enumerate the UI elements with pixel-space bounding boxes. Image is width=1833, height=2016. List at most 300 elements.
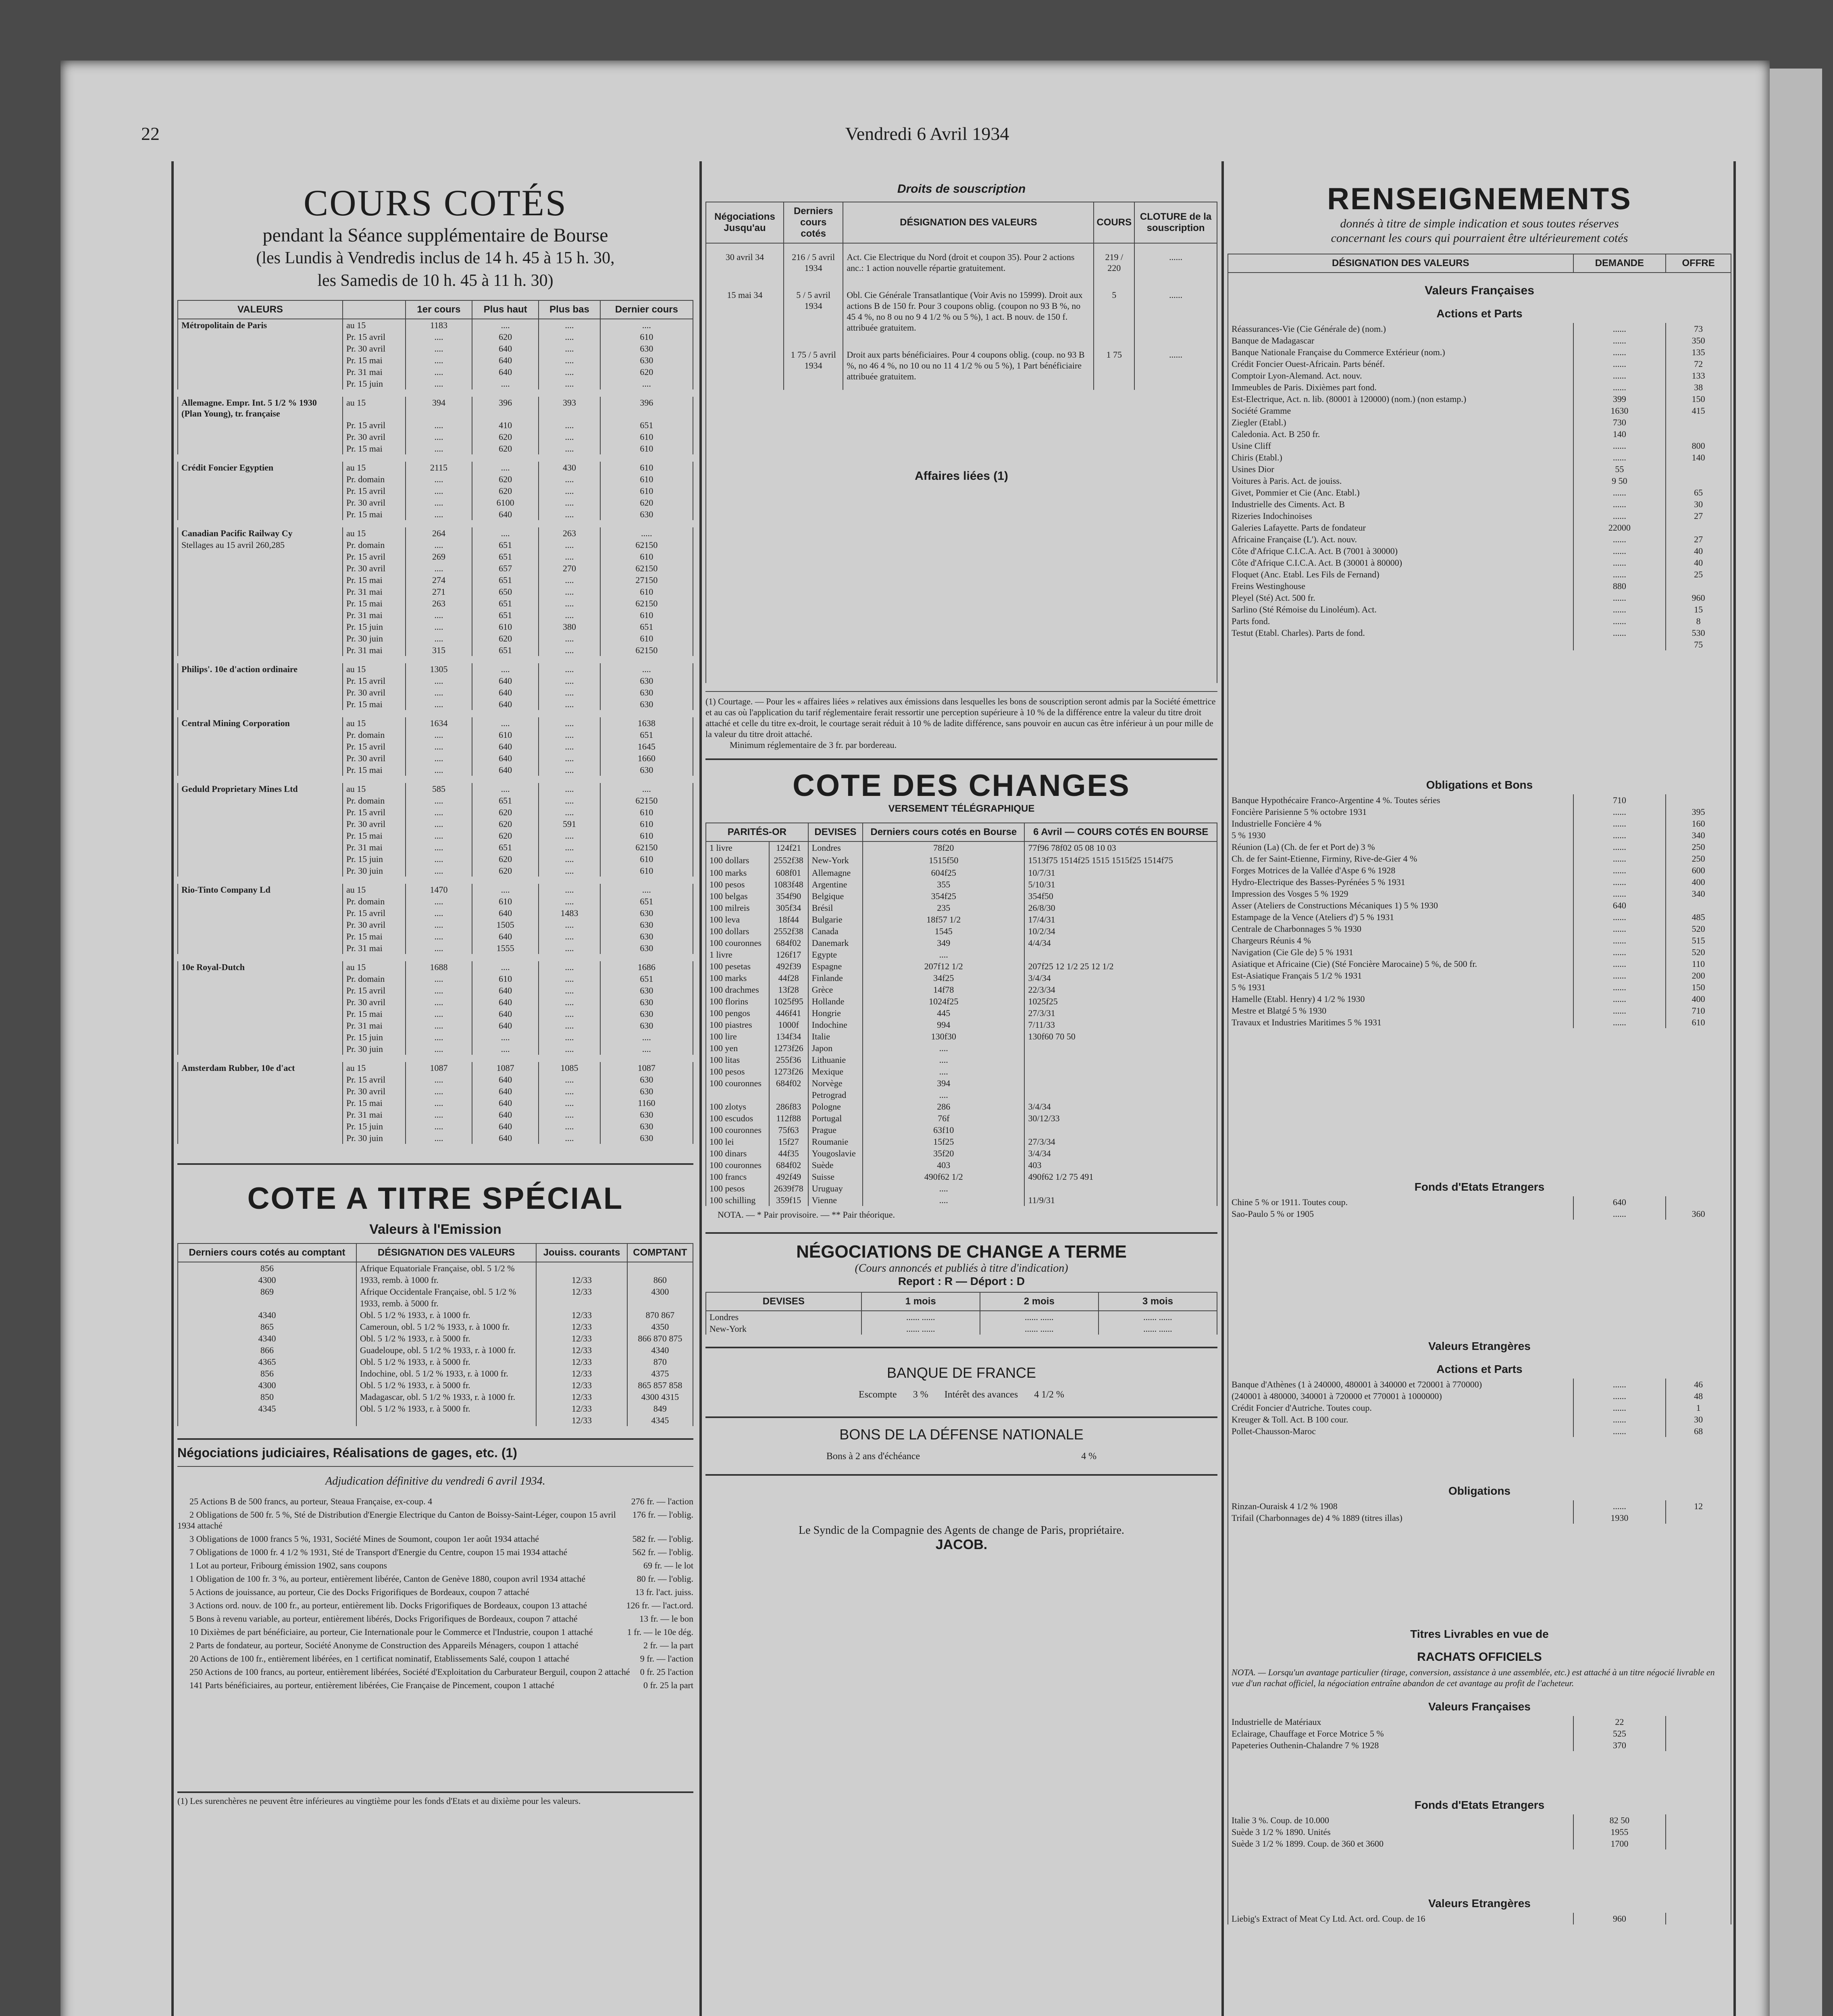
cell: .... xyxy=(539,841,600,853)
cell: Pr. 15 juin xyxy=(343,853,406,865)
cours-cotes-header: Dernier cours xyxy=(600,300,693,319)
cell: 219 / 220 xyxy=(1094,243,1134,281)
cell xyxy=(1024,949,1217,960)
item-price: 0 fr. 25 la part xyxy=(643,1680,693,1690)
cell: Réassurances-Vie (Cie Générale de) (nom.) xyxy=(1228,323,1573,335)
table-row xyxy=(706,937,1217,949)
cell: .... xyxy=(539,633,600,644)
table-row xyxy=(1228,346,1731,358)
cell: 4340 xyxy=(178,1309,356,1321)
cell: Côte d'Afrique C.I.C.A. Act. B (30001 à 80000) xyxy=(1228,557,1573,569)
cell: Sarlino (Sté Rémoise du Linoléum). Act. xyxy=(1228,604,1573,615)
rachats-nota: NOTA. — Lorsqu'un avantage particulier (tirage, conversion, assistance à une assemblée, etc.) est attaché à un titre négocié livrable en vue d'un rachat officiel, la négociation entraîne abandon de cet avantage au profit de l'acheteur. xyxy=(1228,1666,1731,1689)
cell: .... xyxy=(406,473,472,485)
cell xyxy=(1666,1826,1731,1838)
cell: Ziegler (Etabl.) xyxy=(1228,417,1573,428)
cell: Chiris (Etabl.) xyxy=(1228,452,1573,463)
cell: au 15 xyxy=(343,958,406,973)
bons-text: Bons à 2 ans d'échéance xyxy=(826,1451,920,1462)
valeur-name xyxy=(178,973,343,985)
column-rule-2 xyxy=(1221,161,1224,2016)
cell: ...... xyxy=(1573,358,1666,370)
section-row xyxy=(1228,273,1731,300)
table-row xyxy=(1228,323,1731,335)
cell: Indochine xyxy=(808,1019,863,1031)
cell: ...... xyxy=(1573,806,1666,818)
table-row xyxy=(706,960,1217,972)
cell: 44f35 xyxy=(769,1148,808,1159)
cell: 630 xyxy=(600,698,693,714)
cell: Pr. 30 avril xyxy=(343,687,406,698)
cell: .... xyxy=(406,431,472,443)
cell: 446f41 xyxy=(769,1007,808,1019)
cell: 370 xyxy=(1573,1739,1666,1751)
cell: 27/3/34 xyxy=(1024,1136,1217,1148)
cell: 651 xyxy=(472,795,539,806)
table-row xyxy=(178,562,693,574)
table-row xyxy=(178,896,693,907)
table-row xyxy=(178,1403,693,1414)
cell: 1273f26 xyxy=(769,1066,808,1077)
cell: 610 xyxy=(600,331,693,343)
cell: .... xyxy=(539,973,600,985)
cell: Pr. 15 avril xyxy=(343,551,406,562)
cell: Pr. 15 mai xyxy=(343,598,406,609)
cell: 7/11/33 xyxy=(1024,1019,1217,1031)
table-row xyxy=(178,660,693,675)
cell xyxy=(1666,794,1731,806)
cell: 100 pesos xyxy=(706,1066,769,1077)
terme-header: 2 mois xyxy=(980,1292,1099,1311)
cell: 630 xyxy=(600,1120,693,1132)
cell: au 15 xyxy=(343,714,406,729)
cell: 684f02 xyxy=(769,937,808,949)
cell: 130f30 xyxy=(863,1031,1024,1042)
cell: 403 xyxy=(863,1159,1024,1171)
cell: Hollande xyxy=(808,996,863,1007)
cell: .... xyxy=(472,779,539,795)
cell: 4345 xyxy=(627,1414,693,1426)
cell: Pleyel (Sté) Act. 500 fr. xyxy=(1228,592,1573,604)
valeur-name: Philips'. 10e d'action ordinaire xyxy=(178,660,343,675)
list-item xyxy=(177,1613,693,1624)
cell: 525 xyxy=(1573,1728,1666,1739)
cell: 1630 xyxy=(1573,405,1666,417)
table-row xyxy=(178,1058,693,1074)
cell: ...... xyxy=(1573,958,1666,970)
cell: 1 xyxy=(1666,1402,1731,1414)
cell: Prague xyxy=(808,1124,863,1136)
section-row xyxy=(1228,1751,1731,1814)
cell: .... xyxy=(539,598,600,609)
list-item xyxy=(177,1600,693,1611)
cell: 62150 xyxy=(600,539,693,551)
cell xyxy=(1024,1042,1217,1054)
cell: 100 schilling xyxy=(706,1194,769,1206)
droits-title: Droits de souscription xyxy=(897,182,1026,196)
list-item xyxy=(177,1640,693,1651)
table-row xyxy=(178,853,693,865)
cell xyxy=(1666,1739,1731,1751)
cell: Pr. 15 mai xyxy=(343,574,406,586)
table-row xyxy=(178,1008,693,1020)
cell: ...... xyxy=(1573,1425,1666,1437)
cell: .... xyxy=(863,1089,1024,1101)
cell: 485 xyxy=(1666,911,1731,923)
cell: Pr. domain xyxy=(343,539,406,551)
cell: 490f62 1/2 xyxy=(863,1171,1024,1183)
cell: 630 xyxy=(600,942,693,958)
cell: 75 xyxy=(1666,639,1731,650)
bons-title: BONS DE LA DÉFENSE NATIONALE xyxy=(839,1426,1084,1443)
column-droits-changes xyxy=(705,161,1217,1553)
cell: 849 xyxy=(627,1403,693,1414)
cell: 630 xyxy=(600,1109,693,1120)
table-row xyxy=(178,1274,693,1286)
table-row xyxy=(178,419,693,431)
cell: Pr. 31 mai xyxy=(343,366,406,378)
cell: .... xyxy=(406,729,472,741)
cell: 10/2/34 xyxy=(1024,925,1217,937)
cell: 620 xyxy=(472,853,539,865)
cell: 1700 xyxy=(1573,1838,1666,1849)
table-row xyxy=(1228,487,1731,498)
cell: ...... xyxy=(1573,818,1666,829)
cell: 12/33 xyxy=(536,1414,627,1426)
cell: 1688 xyxy=(406,958,472,973)
table-row xyxy=(1228,1196,1731,1208)
item-price: 582 fr. — l'oblig. xyxy=(632,1534,693,1544)
cell: .... xyxy=(406,331,472,343)
cell: Pr. 15 juin xyxy=(343,1031,406,1043)
cell: 520 xyxy=(1666,946,1731,958)
table-row xyxy=(706,341,1217,390)
cell: 430 xyxy=(539,458,600,473)
cell: 100 francs xyxy=(706,1171,769,1183)
cell: 630 xyxy=(600,1132,693,1148)
item-desc: 5 Actions de jouissance, au porteur, Cie des Docks Frigorifiques de Bordeaux, coupon 7 attaché xyxy=(189,1587,529,1597)
cell: .... xyxy=(406,539,472,551)
cell: Canada xyxy=(808,925,863,937)
table-row xyxy=(706,996,1217,1007)
cell: 1 livre xyxy=(706,841,769,854)
cell: 620 xyxy=(600,366,693,378)
cell: ...... xyxy=(1573,346,1666,358)
terme-header: 1 mois xyxy=(861,1292,980,1311)
valeur-name: Rio-Tinto Company Ld xyxy=(178,880,343,896)
cell: .... xyxy=(539,1132,600,1148)
cote-speciale-sub: Valeurs à l'Emission xyxy=(369,1222,501,1237)
cell: 870 xyxy=(627,1356,693,1368)
cell: Pr. 15 avril xyxy=(343,485,406,497)
cell: 48 xyxy=(1666,1390,1731,1402)
cell: 1513f75 1514f25 1515 1515f25 1514f75 xyxy=(1024,854,1217,866)
table-row xyxy=(178,1097,693,1109)
cell: 640 xyxy=(472,698,539,714)
valeur-name xyxy=(178,1031,343,1043)
cell: 12/33 xyxy=(536,1391,627,1403)
cell: ...... xyxy=(1573,946,1666,958)
cell: ...... xyxy=(1573,569,1666,580)
valeur-name xyxy=(178,795,343,806)
cell: 73 xyxy=(1666,323,1731,335)
cell: 869 xyxy=(178,1286,356,1297)
cell: 100 dollars xyxy=(706,925,769,937)
valeur-name xyxy=(178,562,343,574)
table-row xyxy=(178,729,693,741)
valeur-name: Central Mining Corporation xyxy=(178,714,343,729)
cell xyxy=(1666,1716,1731,1728)
valeur-name xyxy=(178,485,343,497)
cell: Suède 3 1/2 % 1890. Unités xyxy=(1228,1826,1573,1838)
cell: 640 xyxy=(472,354,539,366)
cell: Obl. 5 1/2 % 1933, r. à 5000 fr. xyxy=(356,1379,536,1391)
cell: Pr. 30 juin xyxy=(343,1132,406,1148)
cell xyxy=(627,1262,693,1274)
cell: 610 xyxy=(600,586,693,598)
table-row xyxy=(178,1344,693,1356)
valeur-name xyxy=(178,378,343,393)
table-row xyxy=(178,1414,693,1426)
section-row xyxy=(1228,1689,1731,1716)
table-row xyxy=(178,354,693,366)
cell: 610 xyxy=(600,551,693,562)
section-heading: Fonds d'Etats Etrangers xyxy=(1228,1751,1731,1814)
cell: Asser (Ateliers de Constructions Mécaniques 1) 5 % 1930 xyxy=(1228,900,1573,911)
table-row xyxy=(178,907,693,919)
cell: .... xyxy=(539,331,600,343)
cell: au 15 xyxy=(343,660,406,675)
cours-cotes-header: Plus bas xyxy=(539,300,600,319)
list-item xyxy=(177,1509,693,1531)
cell: Trifail (Charbonnages de) 4 % 1889 (titres illas) xyxy=(1228,1512,1573,1524)
valeur-name xyxy=(178,1043,343,1058)
cell: 4/4/34 xyxy=(1024,937,1217,949)
cell: 44f28 xyxy=(769,972,808,984)
cell: 651 xyxy=(600,621,693,633)
terme-header: DEVISES xyxy=(706,1292,861,1311)
cell: ...... xyxy=(1573,1379,1666,1390)
cell: 100 belgas xyxy=(706,890,769,902)
cell: au 15 xyxy=(343,1058,406,1074)
cell: 396 xyxy=(600,393,693,419)
table-row xyxy=(1228,393,1731,405)
cell: Pr. 15 juin xyxy=(343,1120,406,1132)
cell: Banque Nationale Française du Commerce Extérieur (nom.) xyxy=(1228,346,1573,358)
renseignements-sub1: donnés à titre de simple indication et sous toutes réserves xyxy=(1340,217,1619,230)
cell: 380 xyxy=(539,621,600,633)
cell: Act. Cie Electrique du Nord (droit et coupon 35). Pour 2 actions anc.: 1 action nouvelle répartie gratuitement. xyxy=(843,243,1094,281)
valeur-name: Amsterdam Rubber, 10e d'act xyxy=(178,1058,343,1074)
table-row xyxy=(706,1183,1217,1194)
table-row xyxy=(1228,440,1731,452)
negociations-title: Négociations judiciaires, Réalisations de gages, etc. (1) xyxy=(177,1445,517,1460)
cell: .... xyxy=(863,1042,1024,1054)
cell: .... xyxy=(600,1043,693,1058)
cell: 1083f48 xyxy=(769,879,808,890)
cell: 630 xyxy=(600,931,693,942)
table-row xyxy=(178,973,693,985)
table-row xyxy=(178,633,693,644)
cell: Suisse xyxy=(808,1171,863,1183)
cell: Pr. 30 avril xyxy=(343,343,406,354)
cell: Crédit Foncier Ouest-Africain. Parts bénéf. xyxy=(1228,358,1573,370)
item-desc: 10 Dixièmes de part bénéficiaire, au porteur, Cie Internationale pour le Commerce et l'Industrie, coupon 1 attaché xyxy=(189,1627,593,1637)
cell: Usine Cliff xyxy=(1228,440,1573,452)
valeur-name xyxy=(178,985,343,996)
cell: 359f15 xyxy=(769,1194,808,1206)
table-row xyxy=(178,319,693,331)
cell: Pr. 30 avril xyxy=(343,996,406,1008)
cell: 12/33 xyxy=(536,1286,627,1297)
cell: 62150 xyxy=(600,795,693,806)
cell: 3/4/34 xyxy=(1024,1148,1217,1159)
section-row xyxy=(1228,650,1731,794)
cell: ...... xyxy=(1573,853,1666,864)
cell xyxy=(706,341,784,390)
table-row xyxy=(706,1159,1217,1171)
cell: ...... xyxy=(1573,911,1666,923)
valeur-name xyxy=(178,1109,343,1120)
cell: New-York xyxy=(808,854,863,866)
cell: 651 xyxy=(472,598,539,609)
valeur-name xyxy=(178,366,343,378)
cell: Liebig's Extract of Meat Cy Ltd. Act. ord. Coup. de 16 xyxy=(1228,1913,1573,1924)
cell: 860 xyxy=(627,1274,693,1286)
cell: 640 xyxy=(472,931,539,942)
cell: 255f36 xyxy=(769,1054,808,1066)
table-row xyxy=(1228,1716,1731,1728)
cell: .... xyxy=(539,853,600,865)
table-row xyxy=(178,1391,693,1403)
table-row xyxy=(178,1031,693,1043)
cell: 620 xyxy=(472,485,539,497)
table-row xyxy=(178,1120,693,1132)
cell: .... xyxy=(539,779,600,795)
table-row xyxy=(178,1109,693,1120)
valeur-name xyxy=(178,752,343,764)
cell: 630 xyxy=(600,1085,693,1097)
droits-header: Négociations Jusqu'au xyxy=(706,202,784,243)
table-row xyxy=(1228,888,1731,900)
cell: 492f49 xyxy=(769,1171,808,1183)
cell: .... xyxy=(600,779,693,795)
cell: 22/3/34 xyxy=(1024,984,1217,996)
table-row xyxy=(706,984,1217,996)
cell: 150 xyxy=(1666,393,1731,405)
cell xyxy=(1666,475,1731,487)
cell: 640 xyxy=(472,508,539,524)
droits-header: Derniers cours cotés xyxy=(784,202,843,243)
cell: ...... xyxy=(1573,557,1666,569)
cell: 124f21 xyxy=(769,841,808,854)
cell: 610 xyxy=(472,973,539,985)
table-row xyxy=(178,598,693,609)
table-row xyxy=(706,841,1217,854)
cell: ...... ...... xyxy=(1099,1311,1217,1323)
cell: .... xyxy=(406,562,472,574)
cell: 9 50 xyxy=(1573,475,1666,487)
table-row xyxy=(1228,818,1731,829)
cell: 100 couronnes xyxy=(706,1124,769,1136)
cell: Vienne xyxy=(808,1194,863,1206)
table-row xyxy=(178,830,693,841)
cell: 515 xyxy=(1666,935,1731,946)
cell: 640 xyxy=(472,1132,539,1148)
cell: 63f10 xyxy=(863,1124,1024,1136)
cell: 110 xyxy=(1666,958,1731,970)
cell xyxy=(178,1414,356,1426)
cell: .... xyxy=(406,621,472,633)
cell: 2552f38 xyxy=(769,854,808,866)
cote-speciale-header: Jouiss. courants xyxy=(536,1243,627,1262)
table-row xyxy=(178,1043,693,1058)
cell: ...... xyxy=(1573,1402,1666,1414)
cell: .... xyxy=(406,973,472,985)
cell: ...... ...... xyxy=(980,1323,1099,1335)
cell: .... xyxy=(406,633,472,644)
table-row xyxy=(178,524,693,539)
cell: Pr. 15 avril xyxy=(343,806,406,818)
cell: Petrograd xyxy=(808,1089,863,1101)
cell: .... xyxy=(406,1120,472,1132)
table-row xyxy=(706,1171,1217,1183)
cell: 410 xyxy=(472,419,539,431)
item-price: 69 fr. — le lot xyxy=(643,1560,693,1570)
cell: 3/4/34 xyxy=(1024,1101,1217,1112)
cell: 11/9/31 xyxy=(1024,1194,1217,1206)
cell: .... xyxy=(539,609,600,621)
table-row xyxy=(1228,335,1731,346)
table-row xyxy=(178,714,693,729)
cell: ...... xyxy=(1573,993,1666,1005)
cell: Chine 5 % or 1911. Toutes coup. xyxy=(1228,1196,1573,1208)
cell: 12/33 xyxy=(536,1309,627,1321)
table-row xyxy=(178,996,693,1008)
cell: ...... xyxy=(1134,243,1217,281)
cell: 62150 xyxy=(600,841,693,853)
courtage-note: (1) Courtage. — Pour les « affaires liées » relatives aux émissions dans lesquelles les bons de souscription seront admis par la Société émettrice et au cas où l'application du tarif réglementaire ferait ressortir une perception supérieure à 10 % de la différence entre la valeur du titre droit attaché et celle du titre ex-droit, le courtage serait réduit à 10 % de ladite différence, sans pouvoir en aucun cas être inférieur à un pour mille de la valeur du titre droit attaché. xyxy=(705,696,1216,739)
table-row xyxy=(1228,627,1731,639)
cell: .... xyxy=(539,473,600,485)
table-row xyxy=(178,621,693,633)
cell: Belgique xyxy=(808,890,863,902)
cell: Pr. 30 juin xyxy=(343,1043,406,1058)
changes-table xyxy=(705,823,1217,1206)
table-row xyxy=(706,1031,1217,1042)
cell: 865 857 858 xyxy=(627,1379,693,1391)
cell: 1470 xyxy=(406,880,472,896)
cell: Banque Hypothécaire Franco-Argentine 4 %. Toutes séries xyxy=(1228,794,1573,806)
item-desc: 3 Obligations de 1000 francs 5 %, 1931, Société Mines de Soumont, coupon 1er août 1934 attaché xyxy=(189,1534,539,1544)
item-desc: 20 Actions de 100 fr., entièrement libérées, en 1 certificat nominatif, Etablissements Salé, coupon 1 attaché xyxy=(189,1654,570,1664)
section-heading: Obligations xyxy=(1228,1437,1731,1500)
cell: 630 xyxy=(600,687,693,698)
cell: ...... xyxy=(1573,864,1666,876)
cell: Centrale de Charbonnages 5 % 1930 xyxy=(1228,923,1573,935)
table-row xyxy=(178,586,693,598)
cell: .... xyxy=(406,687,472,698)
cell: 235 xyxy=(863,902,1024,914)
table-row xyxy=(706,1323,1217,1335)
cell: .... xyxy=(863,1054,1024,1066)
section-heading: Actions et Parts xyxy=(1228,1356,1731,1379)
cell: 620 xyxy=(600,497,693,508)
cell xyxy=(1024,1183,1217,1194)
cell: ...... xyxy=(1573,1005,1666,1016)
cell: ...... xyxy=(1573,452,1666,463)
table-row xyxy=(178,574,693,586)
